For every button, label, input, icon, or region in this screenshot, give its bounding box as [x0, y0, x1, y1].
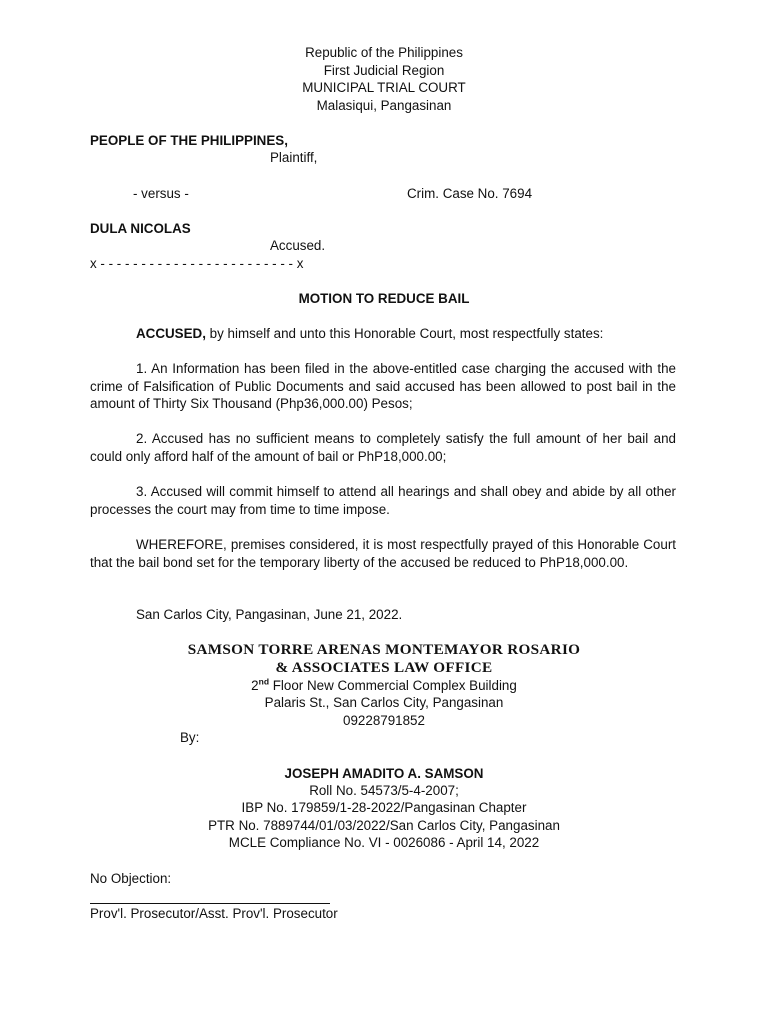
- motion-title: MOTION TO REDUCE BAIL: [298, 291, 470, 306]
- law-office-street: Palaris St., San Carlos City, Pangasinan: [264, 695, 504, 710]
- law-office-floor: 2nd Floor New Commercial Complex Building: [251, 676, 517, 693]
- header-court: MUNICIPAL TRIAL COURT: [302, 80, 466, 95]
- plaintiff-role: Plaintiff,: [270, 150, 318, 165]
- paragraph-3-text: 3. Accused will commit himself to attend all hearings and shall obey and abide by all other processes the court may from time to time impose.: [90, 484, 676, 517]
- counsel-ibp: IBP No. 179859/1-28-2022/Pangasinan Chapter: [241, 800, 527, 815]
- plaintiff-name: PEOPLE OF THE PHILIPPINES,: [90, 133, 288, 148]
- counsel-name: JOSEPH AMADITO A. SAMSON: [284, 766, 484, 781]
- counsel-mcle: MCLE Compliance No. VI - 0026086 - April 14, 2022: [228, 835, 540, 850]
- header-location: Malasiqui, Pangasinan: [316, 98, 452, 113]
- signature-line: [90, 903, 330, 904]
- header-region: First Judicial Region: [323, 63, 445, 78]
- versus-label: - versus -: [133, 186, 189, 201]
- counsel-roll: Roll No. 54573/5-4-2007;: [309, 783, 459, 798]
- caption-separator: x - - - - - - - - - - - - - - - - - - - - - - - - x: [90, 256, 304, 271]
- case-number: Crim. Case No. 7694: [407, 186, 533, 201]
- paragraph-1: [90, 360, 676, 413]
- prosecutor-signatory: Prov'l. Prosecutor/Asst. Prov'l. Prosecutor: [90, 906, 338, 921]
- accused-name: DULA NICOLAS: [90, 221, 191, 236]
- intro-line: [136, 325, 603, 343]
- by-label: By:: [180, 730, 200, 745]
- intro-rest: by himself and unto this Honorable Court, most respectfully states:: [205, 326, 604, 341]
- header-republic: Republic of the Philippines: [305, 45, 463, 60]
- prayer-paragraph: [90, 536, 676, 571]
- paragraph-1-text: 1. An Information has been filed in the above-entitled case charging the accused with the crime of Falsification of Public Documents and said accused has been allowed to post bail in the amount of Thirty Six Thousand (Php36,000.00) Pesos;: [90, 361, 676, 411]
- accused-role: Accused.: [270, 238, 326, 253]
- intro-lead: ACCUSED,: [136, 326, 206, 341]
- paragraph-3: [90, 483, 676, 518]
- law-office-phone: 09228791852: [343, 713, 425, 728]
- paragraph-2: [90, 430, 676, 465]
- no-objection-label: No Objection:: [90, 871, 172, 886]
- law-office-name-line1: SAMSON TORRE ARENAS MONTEMAYOR ROSARIO: [187, 641, 581, 658]
- prayer-text: WHEREFORE, premises considered, it is most respectfully prayed of this Honorable Court that the bail bond set for the temporary liberty of the accused be reduced to PhP18,000.00.: [90, 537, 676, 570]
- paragraph-2-text: 2. Accused has no sufficient means to completely satisfy the full amount of her bail and could only afford half of the amount of bail or PhP18,000.00;: [90, 431, 676, 464]
- law-office-name-line2: & ASSOCIATES LAW OFFICE: [275, 659, 493, 676]
- counsel-ptr: PTR No. 7889744/01/03/2022/San Carlos City, Pangasinan: [208, 818, 560, 833]
- place-date: San Carlos City, Pangasinan, June 21, 2022.: [136, 607, 403, 622]
